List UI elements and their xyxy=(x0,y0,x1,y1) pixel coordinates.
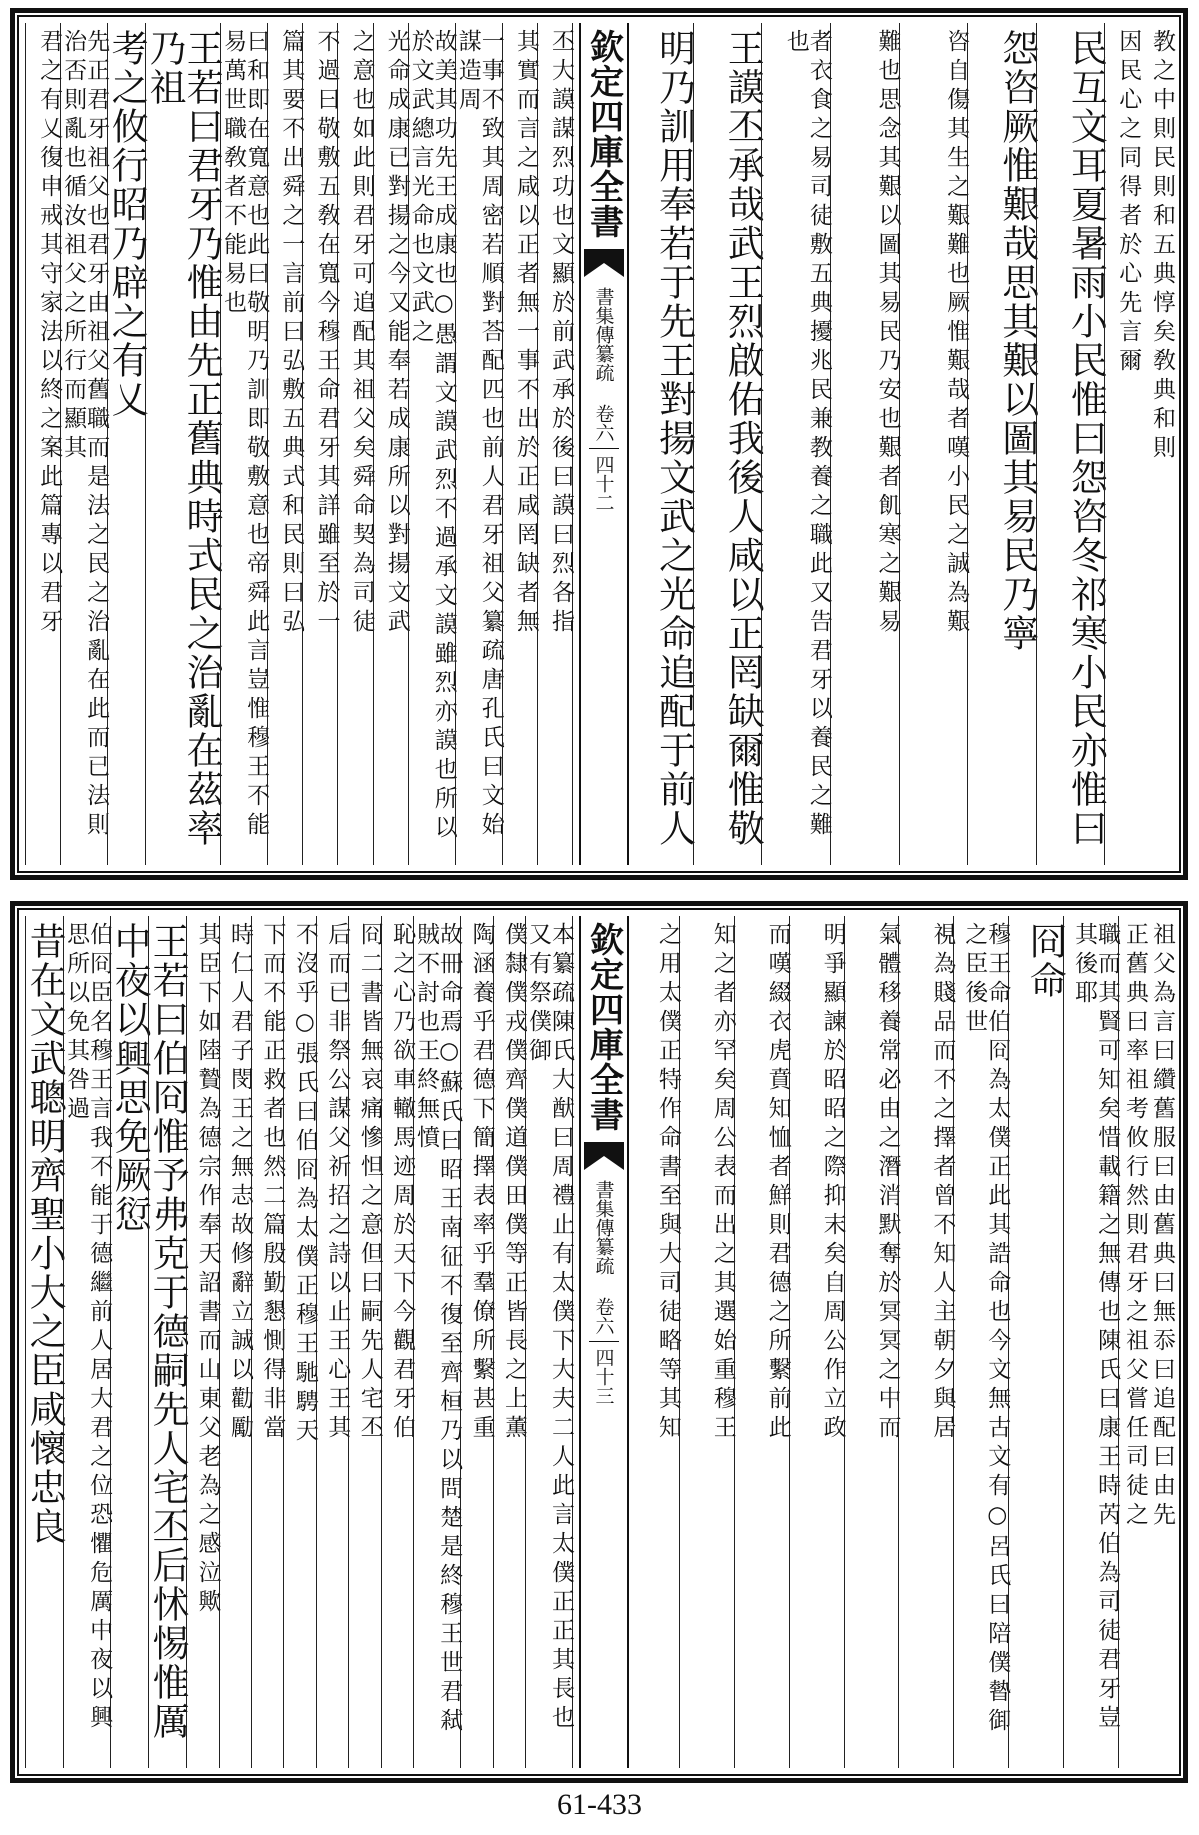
upper-volume-label: 書集傳纂疏 卷六 xyxy=(592,287,615,442)
upper-right-columns xyxy=(625,23,1173,865)
commentary-column: 其實而言之咸以正者無一事不出於正咸罔缺者無 xyxy=(502,23,537,865)
commentary-column: 明爭顯諫於昭昭之際抑末矣自周公作立政 xyxy=(789,916,844,1768)
classic-text-column: 王若曰君牙乃惟由先正舊典時式民之治亂在茲率乃祖 xyxy=(145,23,220,865)
commentary-column: 故冊命焉○蘇氏曰昭王南征不復至齊桓乃以問楚是終穆王世君弒賊不討也王終無憤 xyxy=(413,916,460,1768)
commentary-column: 難也思念其艱以圖其易民乃安也艱者飢寒之艱易 xyxy=(830,23,899,865)
commentary-double-column xyxy=(1104,23,1173,865)
commentary-column: 陶涵養乎君德下簡擇表率乎羣僚所繫甚重 xyxy=(460,916,492,1768)
lower-left-columns xyxy=(25,916,573,1768)
classic-text-column: 考之攸行昭乃辟之有乂 xyxy=(107,23,145,865)
commentary-text: 教之中則民則和五典惇矣敎典和則 xyxy=(1149,29,1175,464)
commentary-column: 君之有乂復申戒其守家法以終之案此篇專以君牙 xyxy=(25,23,60,865)
classic-text-column: 怨咨厥惟艱哉思其艱以圖其易民乃寧 xyxy=(967,23,1036,865)
commentary-column: 穆王命伯冏為太僕正此其誥命也今文無古文有○呂氏曰陪僕暬御之臣後世 xyxy=(953,916,1008,1768)
commentary-column: 冏二書皆無哀痛慘怛之意但曰嗣先人宅丕 xyxy=(348,916,380,1768)
commentary-column: 氣體移養常必由之潛消默奪於冥冥之中而 xyxy=(844,916,899,1768)
commentary-column: 光命成康已對揚之今又能奉若成康所以對揚文武 xyxy=(373,23,408,865)
commentary-column: 僕隸僕戎僕齊僕道僕田僕等正皆長之上薫 xyxy=(493,916,525,1768)
divider xyxy=(589,1341,619,1342)
classic-text-column: 王謨丕承哉武王烈啟佑我後人咸以正罔缺爾惟敬 xyxy=(693,23,762,865)
classic-text-column: 昔在文武聰明齊聖小大之臣咸懷忠良 xyxy=(25,916,63,1768)
commentary-column: 故美其功先王成康也○愚謂文謨武烈不過承文謨雖烈亦謨也所以於文武總言光命也文武之 xyxy=(408,23,455,865)
commentary-text: 祖父為言曰纘舊服曰由舊典曰無忝曰追配曰由先 xyxy=(1149,922,1175,1531)
commentary-column: 后而已非祭公謀父祈招之詩以止王心王其 xyxy=(316,916,348,1768)
commentary-column: 下而不能正救者也然二篇殷勤懇惻得非當 xyxy=(251,916,283,1768)
commentary-double-column xyxy=(1118,916,1173,1768)
commentary-column: 曰和即在寬意也此曰敬明乃訓即敬敷意也帝舜此言豈惟穆王不能易萬世職敎者不能易也 xyxy=(220,23,267,865)
commentary-column: 恥之心乃欲車轍馬迹周於天下今觀君牙伯 xyxy=(381,916,413,1768)
fishtail-mark-icon xyxy=(584,249,624,277)
commentary-column: 咨自傷其生之艱難也厥惟艱哉者嘆小民之誠為艱 xyxy=(899,23,968,865)
upper-left-columns xyxy=(25,23,573,865)
commentary-column: 伯冏臣名穆王言我不能于德繼前人居大君之位恐懼危厲中夜以興思所以免其咎過 xyxy=(63,916,110,1768)
fishtail-mark-icon xyxy=(584,1142,624,1170)
classic-text-column: 明乃訓用奉若于先王對揚文武之光命追配于前人 xyxy=(652,29,696,848)
lower-center-strip xyxy=(579,916,629,1768)
page-reference: 61-433 xyxy=(557,1788,642,1821)
lower-book-title: 欽定四庫全書 xyxy=(583,922,624,1132)
lower-volume-label: 書集傳纂疏 卷六 xyxy=(592,1180,615,1335)
classic-text-column: 王若曰伯冏惟予弗克于德嗣先人宅丕后怵惕惟厲 xyxy=(148,916,186,1768)
commentary-column: 者衣食之易司徒敷五典擾兆民兼教養之職此又告君牙以養民之難也 xyxy=(761,23,830,865)
commentary-column: 其臣下如陸贄為德宗作奉天詔書而山東父老為之感泣歟 xyxy=(186,916,218,1768)
commentary-column: 不過曰敬敷五敎在寬今穆王命君牙其詳雖至於一 xyxy=(302,23,337,865)
commentary-column: 知之者亦罕矣周公表而出之其選始重穆王 xyxy=(679,916,734,1768)
commentary-column: 時仁人君子閔王之無志故修辭立誠以勸勵 xyxy=(219,916,251,1768)
classic-text-column: 中夜以興思免厥愆 xyxy=(110,916,148,1768)
commentary-column: 而嘆綴衣虎賁知恤者鮮則君德之所繫前此 xyxy=(734,916,789,1768)
upper-page xyxy=(10,8,1188,880)
commentary-column: 不沒乎○張氏曰伯冏為太僕正穆王馳騁天 xyxy=(283,916,315,1768)
commentary-column: 一事不致其周密若順對荅配匹也前人君牙祖父纂疏唐孔氏曰文始謀造周 xyxy=(455,23,502,865)
classic-text-column: 民互文耳夏暑雨小民惟曰怨咨冬祁寒小民亦惟曰 xyxy=(1036,23,1105,865)
upper-center-strip xyxy=(579,23,629,865)
commentary-column: 視為賤品而不之擇者曾不知人主朝夕與居 xyxy=(898,916,953,1768)
classic-text-column: 冏命 xyxy=(1008,916,1063,1768)
commentary-column: 先正君牙祖父也君牙由祖父舊職而是法之民之治亂在此而已法則治否則亂也循汝祖父之所行而顯其 xyxy=(60,23,107,865)
upper-book-title: 欽定四庫全書 xyxy=(583,29,624,239)
lower-page xyxy=(10,901,1188,1783)
commentary-column: 職而其賢可知矣惜載籍之無傳也陳氏曰康王時芮伯為司徒君牙豈其後耶 xyxy=(1063,916,1118,1768)
divider xyxy=(589,448,619,449)
commentary-text: 正舊典曰率祖考攸行然則君牙之祖父嘗任司徒之 xyxy=(1122,922,1149,1531)
upper-page-number: 四十二 xyxy=(592,455,615,512)
commentary-column: 之用太僕正特作命書至與大司徒略等其知 xyxy=(654,922,681,1444)
commentary-column: 本纂疏陳氏大猷曰周禮止有太僕下大夫二人此言太僕正正其長也又有祭僕御 xyxy=(525,916,573,1768)
commentary-text: 因民心之同得者於心先言爾 xyxy=(1115,29,1142,377)
lower-right-columns xyxy=(625,916,1173,1768)
lower-page-number: 四十三 xyxy=(592,1348,615,1405)
commentary-column: 丕大謨謀烈功也文顯於前武承於後曰謨曰烈各指 xyxy=(537,23,573,865)
commentary-column: 之意也如此則君牙可追配其祖父矣舜命契為司徒 xyxy=(337,23,372,865)
commentary-column: 篇其要不出舜之一言前曰弘敷五典式和民則曰弘 xyxy=(267,23,302,865)
